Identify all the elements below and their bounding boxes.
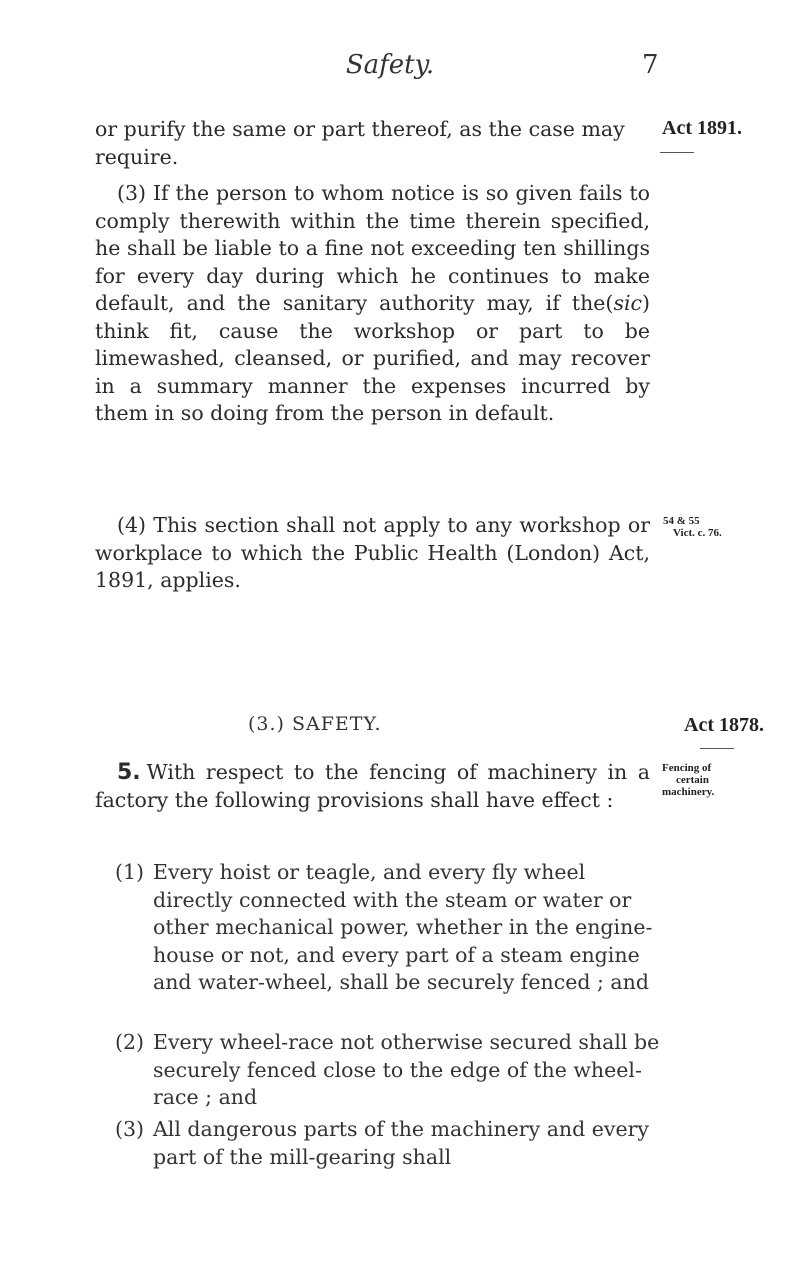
para4-text: This section shall not apply to any workshop or workplace to which the Public Health (London) Act, 1891, applies. [95, 513, 650, 592]
item-text: Every hoist or teagle, and every fly wheel directly connected with the steam or water or other mechanical power, whether in the engine-house or not, and every part of a steam engine and water-wheel, shall be securely fenced ; and [153, 860, 653, 994]
section-5 [95, 759, 650, 814]
item-label: (3) [115, 1117, 145, 1141]
item-text: Every wheel-race not otherwise secured shall be securely fenced close to the edge of the wheel-race ; and [153, 1030, 660, 1109]
continuation-line-2: require. [95, 144, 179, 169]
statute-line-2: Vict. c. 76. [673, 527, 722, 539]
paragraph-4 [95, 512, 650, 595]
item-label: (2) [115, 1030, 145, 1054]
para4-label: (4) [117, 513, 147, 537]
para3-text-b: ) think fit, cause the workshop or part to be limewashed, cleansed, or purified, and may recover in a summary manner the expenses incurred by them in so doing from the person in default. [95, 291, 650, 425]
margin-act-1891: Act 1891. [662, 117, 742, 139]
item-text: All dangerous parts of the machinery and every part of the mill-gearing shall [153, 1117, 649, 1169]
fencing-line-1: Fencing of [662, 762, 712, 774]
statute-line-1: 54 & 55 [663, 515, 700, 527]
continuation-line-1: or purify the same or part thereof, as the case may [95, 117, 625, 141]
page-header [0, 48, 800, 88]
sic-note: sic [613, 291, 642, 315]
continuation-paragraph [95, 116, 650, 171]
margin-statute-ref [663, 515, 783, 539]
margin-act-1878: Act 1878. [684, 714, 764, 736]
fencing-line-3: machinery. [662, 786, 715, 798]
running-title: Safety. [345, 50, 435, 80]
para3-text-a: If the person to whom notice is so given fails to comply therewith within the time therein specified, he shall be liable to a fine not exceeding ten shillings for every day during which he continues to make default, and the sanitary authority may, if the( [95, 181, 650, 315]
list-item [115, 1116, 660, 1171]
section-number: 5. [117, 760, 141, 785]
margin-dash-2 [700, 748, 734, 749]
item-label: (1) [115, 860, 145, 884]
section-heading: (3.) SAFETY. [248, 713, 382, 735]
margin-dash [660, 152, 694, 153]
para3-label: (3) [117, 181, 147, 205]
list-item [115, 859, 660, 997]
paragraph-3 [95, 180, 650, 428]
fencing-line-2: certain [676, 774, 709, 786]
list-item [115, 1029, 660, 1112]
section-5-text: With respect to the fencing of machinery in a factory the following provisions shall have effect : [95, 760, 650, 812]
page-number: 7 [642, 50, 659, 80]
margin-fencing-note [662, 762, 782, 798]
